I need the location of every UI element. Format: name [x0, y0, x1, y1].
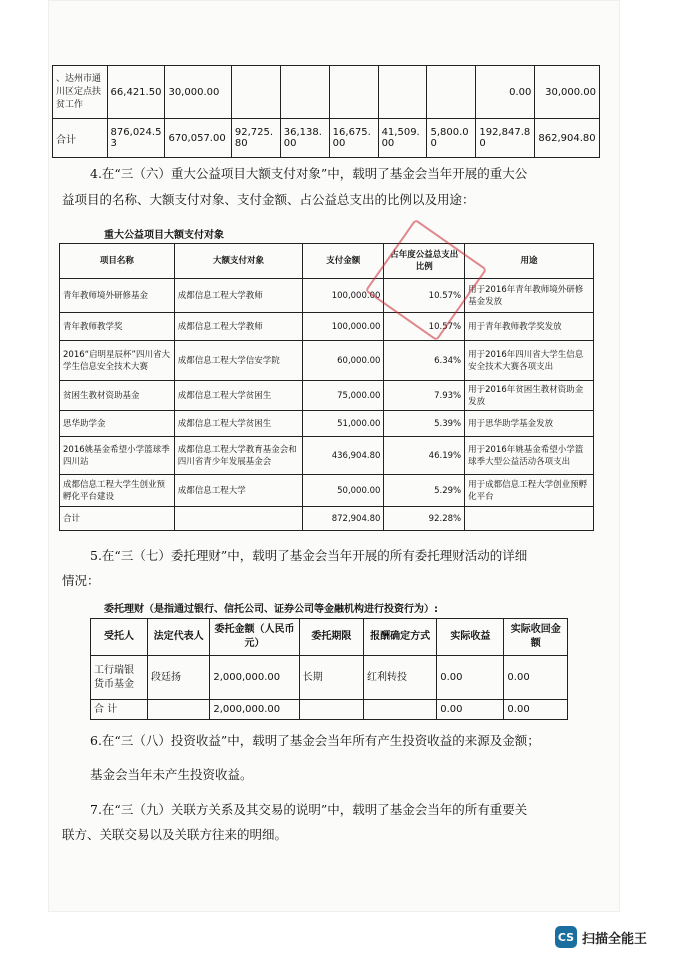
table-cell: 46.19%	[384, 437, 465, 475]
table-cell: 7.93%	[384, 381, 465, 411]
table-cell: 16,675.00	[329, 119, 378, 158]
scanner-app-name: 扫描全能王	[582, 931, 648, 947]
table-cell: 60,000.00	[303, 341, 384, 381]
table-cell: 用于青年教师教学奖发放	[465, 313, 594, 341]
table-row	[53, 66, 600, 119]
table-cell: 用于2016年贫困生教材资助金发放	[465, 381, 594, 411]
table-cell: 用于成都信息工程大学创业预孵化平台	[465, 475, 594, 507]
table-cell: 0.00	[504, 656, 568, 700]
table-cell: 5.29%	[384, 475, 465, 507]
table-cell: 30,000.00	[165, 66, 231, 119]
table-cell: 2,000,000.00	[210, 700, 299, 720]
table-row	[60, 437, 594, 475]
table-cell: 6.34%	[384, 341, 465, 381]
table-cell: 用于2016年青年教师境外研修基金发放	[465, 279, 594, 313]
table-cell: 成都信息工程大学教师	[174, 279, 302, 313]
table-cell: 92.28%	[384, 507, 465, 531]
column-header: 法定代表人	[147, 619, 209, 656]
table-cell: 工行瑞银货币基金	[91, 656, 148, 700]
table-cell	[174, 507, 302, 531]
table-row	[60, 279, 594, 313]
table2-caption: 重大公益项目大额支付对象	[104, 230, 224, 241]
table-cell: 成都信息工程大学生创业预孵化平台建设	[60, 475, 175, 507]
table-cell: 862,904.80	[535, 119, 600, 158]
table-cell: 50,000.00	[303, 475, 384, 507]
column-header: 委托金额（人民币元）	[210, 619, 299, 656]
table-cell: 2016姚基金希望小学篮球季四川站	[60, 437, 175, 475]
table-row-total	[91, 700, 568, 720]
table-cell: 青年教师教学奖	[60, 313, 175, 341]
table-cell: 10.57%	[384, 279, 465, 313]
table-cell: 成都信息工程大学信安学院	[174, 341, 302, 381]
table-cell: 0.00	[504, 700, 568, 720]
table-cell: 成都信息工程大学教师	[174, 313, 302, 341]
table-cell	[231, 66, 280, 119]
table-cell: 41,509.00	[378, 119, 427, 158]
paragraph-6-line-2: 基金会当年未产生投资收益。	[90, 767, 253, 782]
table-cell: 100,000.00	[303, 313, 384, 341]
table-cell: 5.39%	[384, 411, 465, 437]
table-row	[60, 475, 594, 507]
table-cell	[465, 507, 594, 531]
table-cell: 用于思华助学基金发放	[465, 411, 594, 437]
column-header: 项目名称	[60, 244, 175, 279]
table-cell: 670,057.00	[165, 119, 231, 158]
table-row	[53, 119, 600, 158]
paragraph-4-line-2: 益项目的名称、大额支付对象、支付金额、占公益总支出的比例以及用途：	[62, 192, 475, 207]
table-cell: 红利转投	[363, 656, 436, 700]
scanner-watermark	[555, 926, 647, 948]
table-row	[60, 313, 594, 341]
table-cell	[280, 66, 329, 119]
table-cell: 5,800.00	[427, 119, 476, 158]
column-header: 受托人	[91, 619, 148, 656]
table-cell: 10.57%	[384, 313, 465, 341]
table-cell: 75,000.00	[303, 381, 384, 411]
expense-table-continuation	[52, 65, 600, 158]
row-label: 、达州市通川区定点扶贫工作	[53, 66, 108, 119]
column-header: 实际收益	[437, 619, 504, 656]
table-cell	[147, 700, 209, 720]
table-cell	[363, 700, 436, 720]
paragraph-5-line-2: 情况：	[62, 573, 100, 588]
table-cell	[329, 66, 378, 119]
table-row-total	[60, 507, 594, 531]
column-header: 报酬确定方式	[363, 619, 436, 656]
table-cell: 成都信息工程大学贫困生	[174, 381, 302, 411]
table-cell: 合计	[60, 507, 175, 531]
column-header: 用途	[465, 244, 594, 279]
table-cell: 青年教师境外研修基金	[60, 279, 175, 313]
table-cell: 36,138.00	[280, 119, 329, 158]
column-header: 委托期限	[299, 619, 363, 656]
table-cell: 0.00	[437, 700, 504, 720]
table-cell: 872,904.80	[303, 507, 384, 531]
paragraph-7-line-2: 联方、关联交易以及关联方往来的明细。	[62, 827, 288, 842]
table-cell: 0.00	[476, 66, 535, 119]
table-row	[60, 381, 594, 411]
table-cell: 51,000.00	[303, 411, 384, 437]
table-cell: 30,000.00	[535, 66, 600, 119]
table-cell: 长期	[299, 656, 363, 700]
table-cell: 思华助学金	[60, 411, 175, 437]
table-cell	[427, 66, 476, 119]
table-cell	[299, 700, 363, 720]
column-header: 支付金额	[303, 244, 384, 279]
table-cell: 2,000,000.00	[210, 656, 299, 700]
table-cell: 66,421.50	[107, 66, 165, 119]
table-cell: 段廷扬	[147, 656, 209, 700]
table-cell: 合 计	[91, 700, 148, 720]
camscanner-logo-icon: CS	[555, 926, 577, 948]
table-cell: 用于2016年姚基金希望小学篮球季大型公益活动各项支出	[465, 437, 594, 475]
table-cell: 876,024.53	[107, 119, 165, 158]
table-row	[60, 411, 594, 437]
paragraph-5-line-1: 5.在“三（七）委托理财”中，载明了基金会当年开展的所有委托理财活动的详细	[90, 548, 528, 563]
table-cell: 成都信息工程大学贫困生	[174, 411, 302, 437]
table-cell: 192,847.80	[476, 119, 535, 158]
column-header: 大额支付对象	[174, 244, 302, 279]
row-label: 合计	[53, 119, 108, 158]
table-cell	[378, 66, 427, 119]
table3-caption: 委托理财（是指通过银行、信托公司、证券公司等金融机构进行投资行为）:	[104, 604, 438, 615]
column-header: 占年度公益总支出比例	[384, 244, 465, 279]
table-cell: 2016“启明星辰杯”四川省大学生信息安全技术大赛	[60, 341, 175, 381]
entrusted-investment-table	[90, 618, 568, 720]
table-cell: 0.00	[437, 656, 504, 700]
table-cell: 92,725.80	[231, 119, 280, 158]
table-row	[91, 656, 568, 700]
table-cell: 成都信息工程大学教育基金会和四川省青少年发展基金会	[174, 437, 302, 475]
major-project-payments-table	[59, 243, 594, 531]
paragraph-6-line-1: 6.在“三（八）投资收益”中，载明了基金会当年所有产生投资收益的来源及金额；	[90, 733, 540, 748]
table-cell: 用于2016年四川省大学生信息安全技术大赛各项支出	[465, 341, 594, 381]
table-cell: 100,000.00	[303, 279, 384, 313]
paragraph-7-line-1: 7.在“三（九）关联方关系及其交易的说明”中，载明了基金会当年的所有重要关	[90, 802, 528, 817]
paragraph-4-line-1: 4.在“三（六）重大公益项目大额支付对象”中，载明了基金会当年开展的重大公	[90, 166, 528, 181]
table-row	[60, 341, 594, 381]
table-cell: 贫困生教材资助基金	[60, 381, 175, 411]
table-header-row	[60, 244, 594, 279]
table-cell: 成都信息工程大学	[174, 475, 302, 507]
table-cell: 436,904.80	[303, 437, 384, 475]
table-header-row	[91, 619, 568, 656]
column-header: 实际收回金额	[504, 619, 568, 656]
